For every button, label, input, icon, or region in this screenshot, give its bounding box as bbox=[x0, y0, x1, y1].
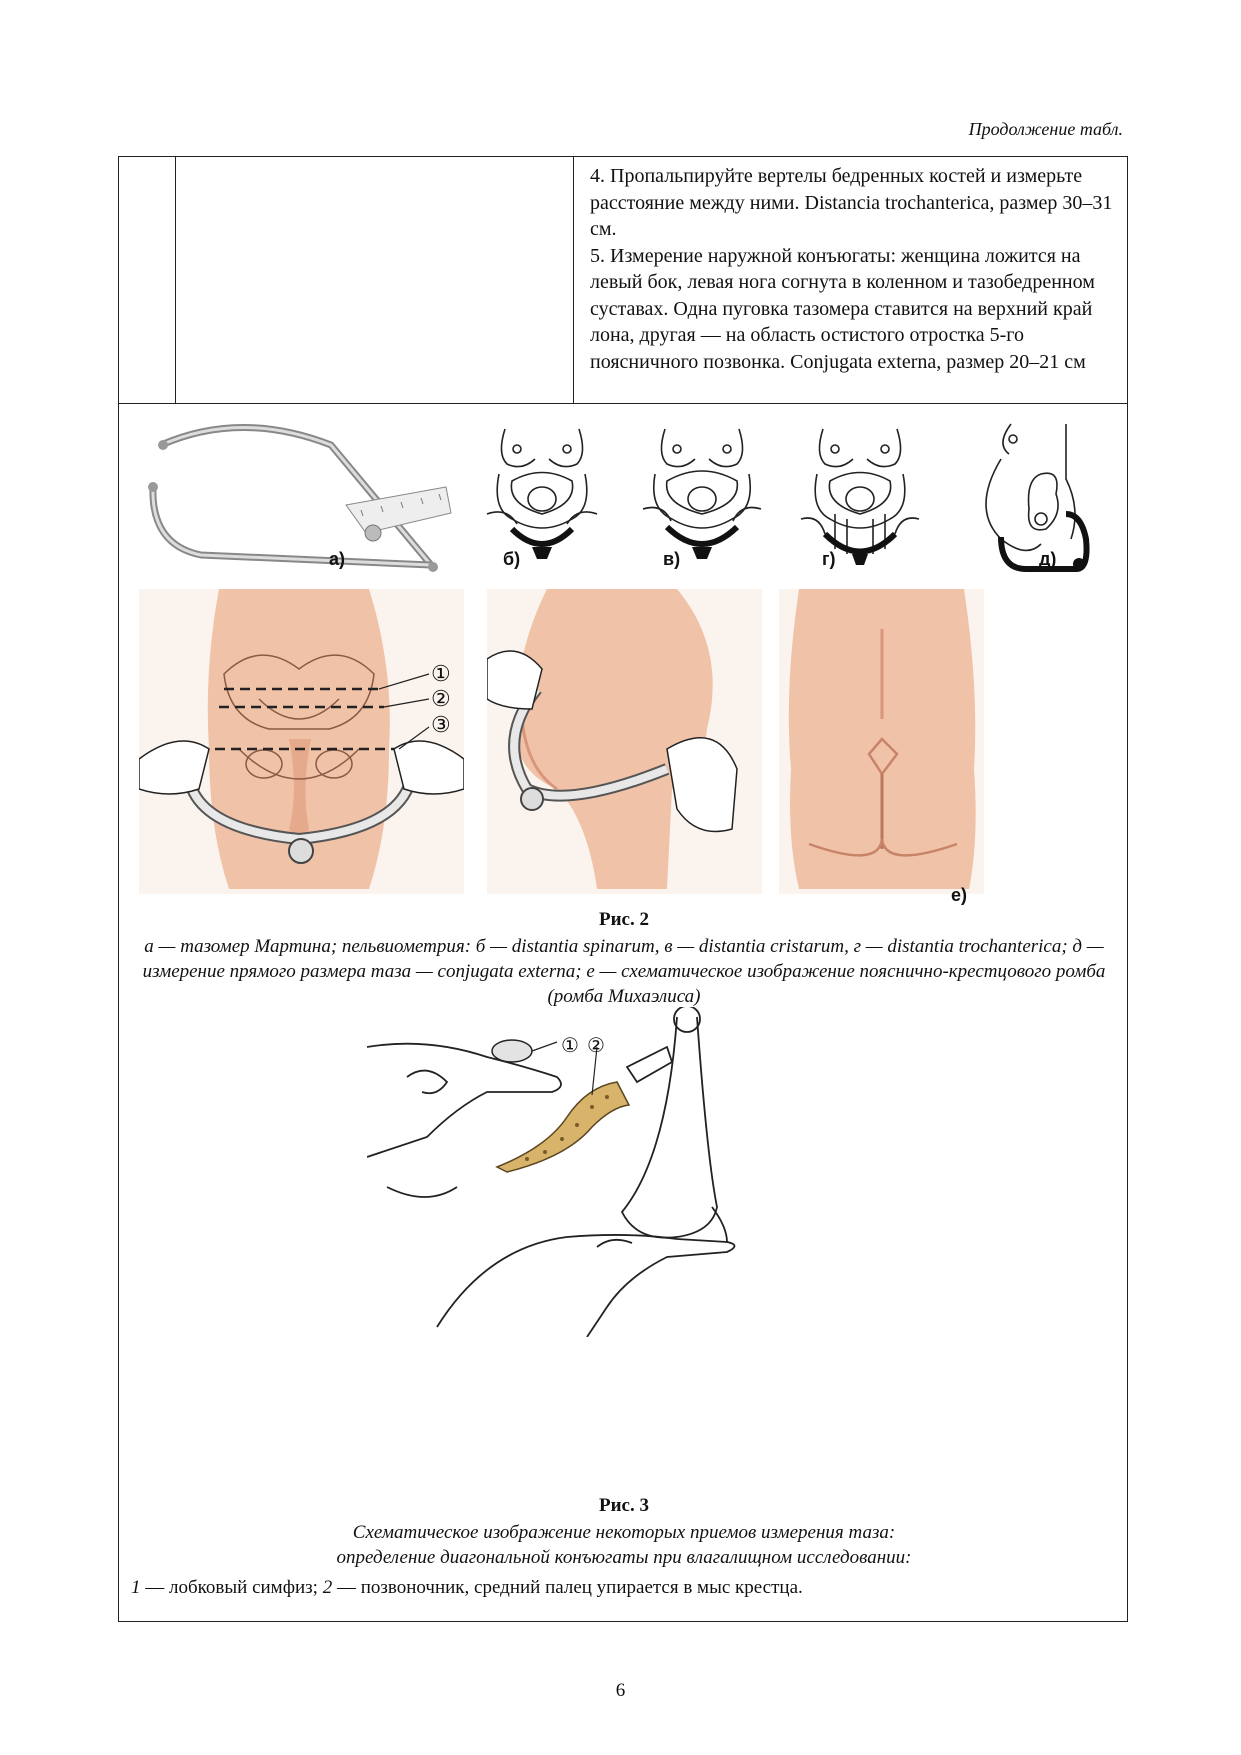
pelvis-side-measurement-image bbox=[487, 589, 762, 894]
legend-number-2: 2 bbox=[322, 1577, 333, 1598]
fig2-label-d: д) bbox=[1039, 549, 1057, 569]
marker-3: ③ bbox=[431, 712, 451, 737]
instruction-table bbox=[118, 156, 1128, 1622]
table-row bbox=[119, 157, 1127, 404]
diagonal-conjugate-image bbox=[367, 1007, 867, 1337]
table-cell-description bbox=[574, 157, 1129, 403]
page-number: 6 bbox=[615, 1680, 626, 1701]
step-5-text: 5. Измерение наружной конъюгаты: женщина ложится на левый бок, левая нога согнута в коленном и тазобедренном суставах. Одна пуговка тазомера ставится на верхний край лона, другая — на область остистого отростка 5-го поясничного позвонка. Conjugata externa, размер 20–21 см bbox=[590, 244, 1095, 373]
fig3-caption-line-2: определение диагональной конъюгаты при влагалищном исследовании: bbox=[336, 1547, 912, 1568]
michaelis-rhomboid-image bbox=[779, 589, 984, 894]
continuation-label: Продолжение табл. bbox=[968, 119, 1123, 139]
fig2-title: Рис. 2 bbox=[599, 909, 649, 930]
fig3-marker-1: ① bbox=[561, 1035, 579, 1057]
fig2-label-g: г) bbox=[822, 549, 836, 569]
conjugata-externa-drawing bbox=[981, 419, 1091, 584]
legend-text-2: — позвоночник, средний палец упирается в мыс крестца. bbox=[332, 1577, 803, 1598]
fig3-caption-line-1: Схематическое изображение некоторых приемов измерения таза: bbox=[352, 1522, 896, 1543]
table-cell-number bbox=[119, 157, 176, 403]
fig2-label-b: б) bbox=[503, 549, 521, 569]
distantia-trochanterica-drawing bbox=[795, 419, 925, 584]
martin-pelvimeter-image bbox=[141, 415, 461, 590]
fig2-label-v: в) bbox=[663, 549, 681, 569]
fig2-label-a: а) bbox=[329, 549, 346, 569]
table-cell-stage bbox=[176, 157, 574, 403]
fig3-title: Рис. 3 bbox=[599, 1495, 649, 1516]
fig3-marker-2: ② bbox=[587, 1035, 605, 1057]
distantia-spinarum-drawing bbox=[477, 419, 607, 584]
marker-2: ② bbox=[431, 686, 451, 711]
marker-1: ① bbox=[431, 661, 451, 686]
fig2-caption: а — тазомер Мартина; пельвиометрия: б — distantia spinarum, в — distantia cristarum, г — distantia trochanterica; д — измерение прямого размера таза — conjugata externa; е — схематическое изображение пояснично-крестцового ромба (ромба Михаэлиса) bbox=[142, 936, 1106, 1007]
step-4-text: 4. Пропальпируйте вертелы бедренных костей и измерьте расстояние между ними. Distancia trochanterica, размер 30–31 см. bbox=[590, 165, 1113, 240]
pelvis-front-measurement-image bbox=[139, 589, 464, 894]
distantia-cristarum-drawing bbox=[637, 419, 767, 584]
fig3-legend bbox=[131, 1577, 803, 1599]
legend-number-1: 1 bbox=[131, 1577, 141, 1598]
legend-text-1: — лобковый симфиз; bbox=[140, 1577, 323, 1598]
fig2-label-e: е) bbox=[951, 885, 968, 905]
